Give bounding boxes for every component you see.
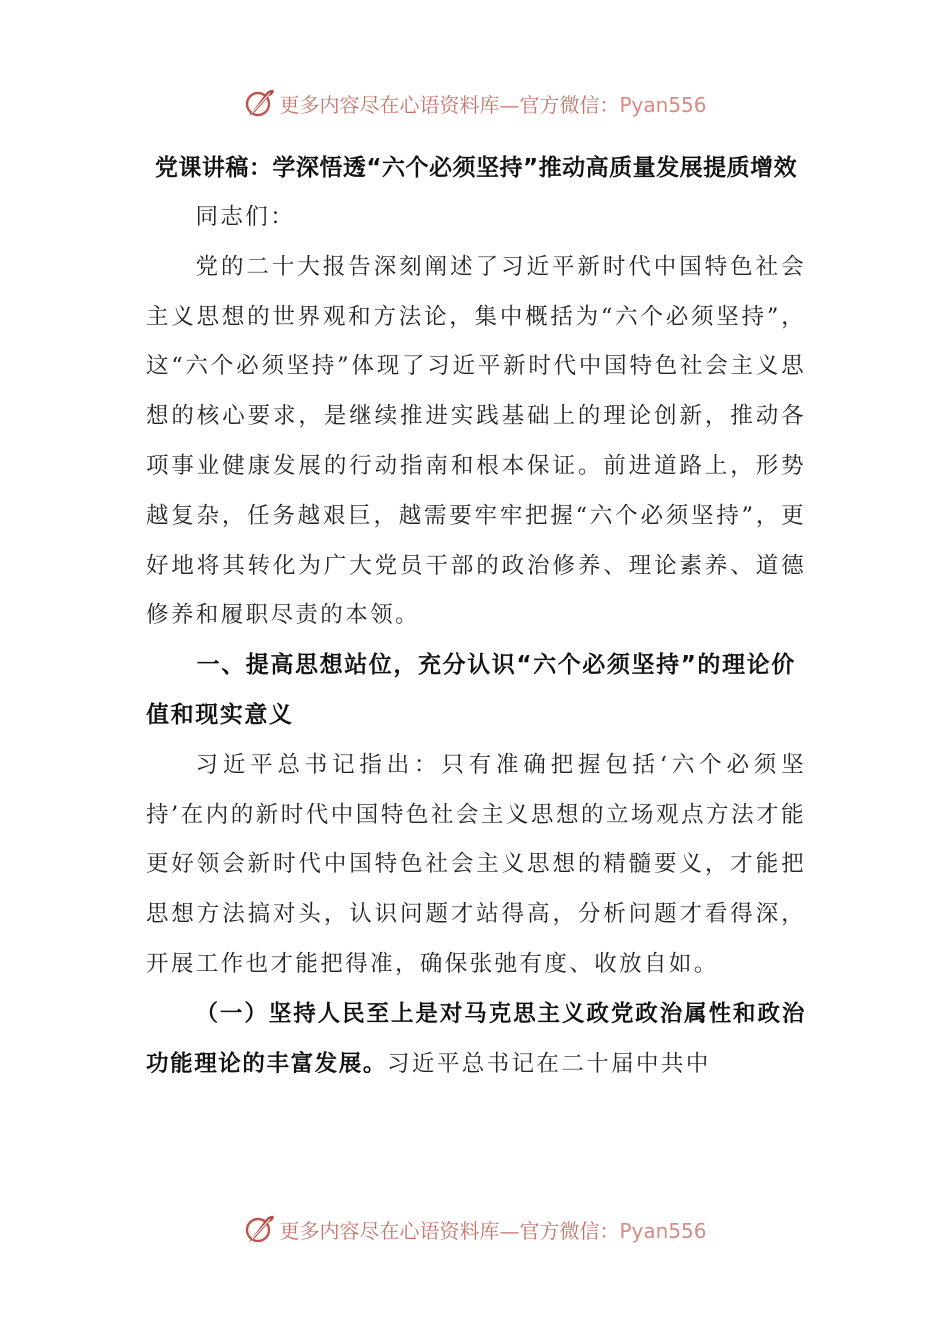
section-1-heading: 一、提高思想站位，充分认识“六个必须坚持”的理论价值和现实意义	[146, 652, 796, 728]
watermark-wechat-id: Pyan556	[619, 1218, 707, 1243]
subsection-1-lead: （一）坚持人民至上是对马克思主义政党政治属性和政治功能理论的丰富发展。	[146, 1000, 806, 1077]
quill-logo-icon	[243, 1212, 277, 1246]
salutation: 同志们：	[195, 204, 296, 230]
watermark-text-cn: 更多内容尽在心语资料库—官方微信：	[279, 92, 620, 117]
watermark-text-cn: 更多内容尽在心语资料库—官方微信：	[279, 1218, 620, 1243]
watermark-wechat-id: Pyan556	[619, 92, 707, 117]
watermark-header	[0, 83, 950, 123]
watermark-text	[279, 1215, 706, 1244]
document-title: 党课讲稿：学深悟透“六个必须坚持”推动高质量发展提质增效	[154, 155, 798, 181]
quill-logo-icon	[243, 86, 277, 120]
watermark-text	[279, 89, 706, 118]
subsection-1-text: 习近平总书记在二十届中共中	[387, 1050, 711, 1077]
watermark-footer	[0, 1209, 950, 1249]
subsection-1-paragraph	[146, 990, 806, 1090]
document-body	[146, 143, 806, 1089]
section-1-paragraph: 习近平总书记指出：只有准确把握包括‘六个必须坚持’在内的新时代中国特色社会主义思想的立场观点方法才能更好领会新时代中国特色社会主义思想的精髓要义，才能把思想方法搞对头，认识问题才站得高，分析问题才看得深，开展工作也才能把得准，确保张弛有度、收放自如。	[146, 751, 806, 977]
intro-paragraph: 党的二十大报告深刻阐述了习近平新时代中国特色社会主义思想的世界观和方法论，集中概括为“六个必须坚持”，这“六个必须坚持”体现了习近平新时代中国特色社会主义思想的核心要求，是继续推进实践基础上的理论创新，推动各项事业健康发展的行动指南和根本保证。前进道路上，形势越复杂，任务越艰巨，越需要牢牢把握“六个必须坚持”，更好地将其转化为广大党员干部的政治修养、理论素养、道德修养和履职尽责的本领。	[146, 253, 806, 629]
